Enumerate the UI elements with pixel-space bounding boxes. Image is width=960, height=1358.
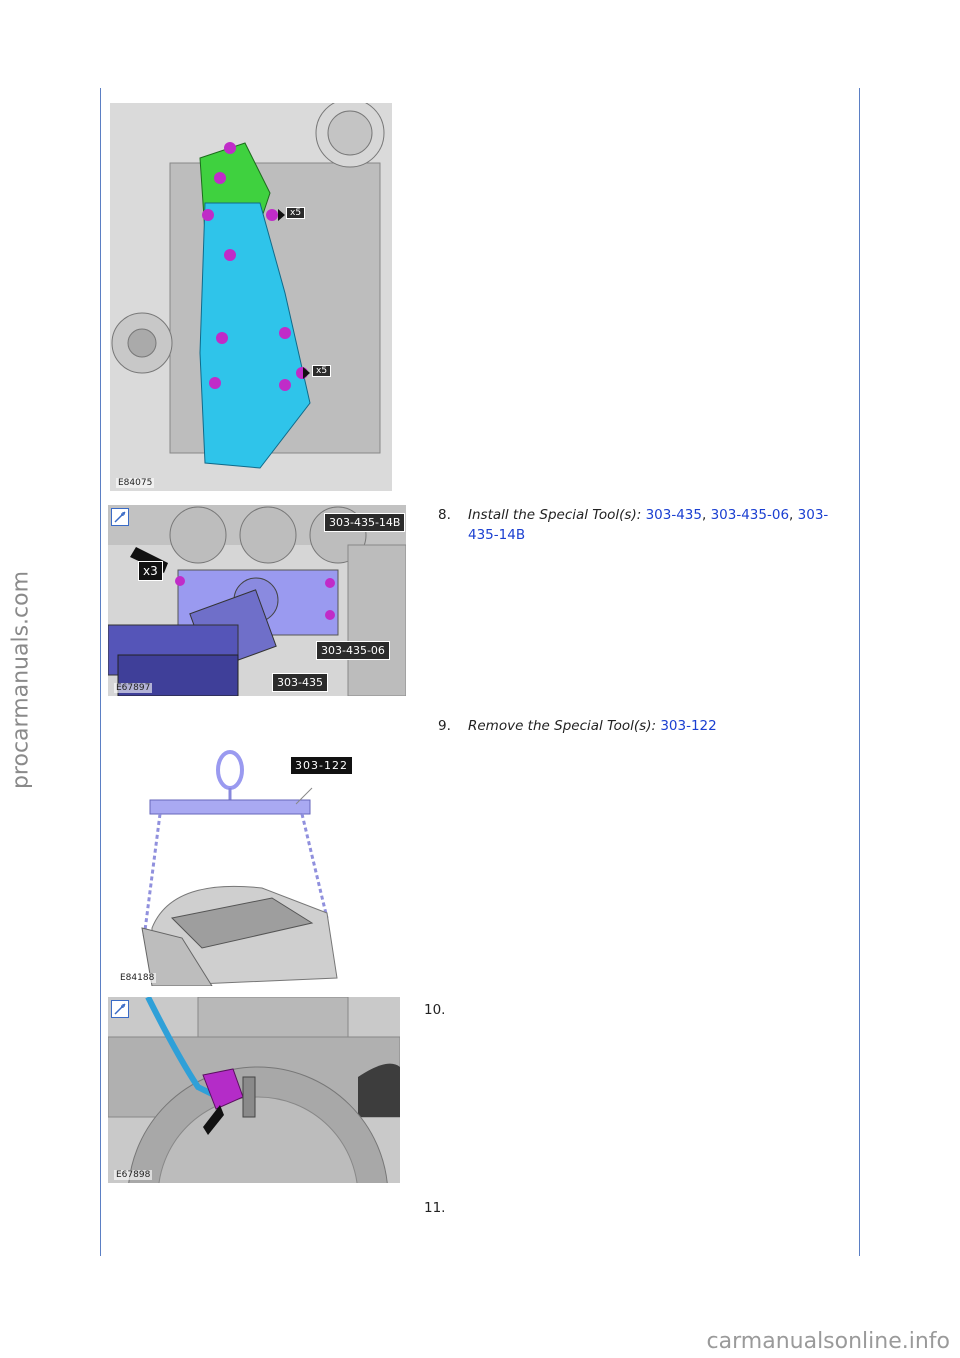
tool-link-303-435-06[interactable]: 303-435-06 (710, 507, 790, 523)
figure-special-tools-illustration (108, 505, 406, 696)
left-margin-rule (100, 88, 101, 1256)
step-number: 10. (424, 1002, 446, 1018)
right-margin-rule (859, 88, 860, 1256)
footer-watermark: carmanualsonline.info (706, 1329, 950, 1354)
tool-link-303-122[interactable]: 303-122 (660, 718, 717, 734)
figure-id: E84075 (118, 478, 153, 488)
callout-303-435: 303-435 (272, 673, 328, 692)
callout-303-435-14b: 303-435-14B (324, 513, 405, 532)
figure-id: E67898 (116, 1170, 151, 1180)
figure-lifting-bracket-illustration (112, 748, 358, 986)
step-label: Install the Special Tool(s): (468, 507, 642, 523)
figure-engine-brackets (110, 103, 392, 491)
figure-id: E67897 (116, 683, 151, 693)
figure-sensor-connector (108, 997, 400, 1183)
step-number: 8. (438, 507, 451, 523)
zoom-icon[interactable] (111, 508, 129, 526)
step-number: 9. (438, 718, 451, 734)
step-number: 11. (424, 1200, 446, 1216)
figure-engine-brackets-illustration (110, 103, 392, 491)
side-watermark (6, 560, 36, 800)
side-watermark-text: procarmanuals.com (8, 570, 34, 790)
callout-x5-bottom: x5 (312, 365, 331, 377)
callout-303-435-06: 303-435-06 (316, 641, 390, 660)
callout-x3: x3 (138, 561, 163, 581)
tool-link-303-435-14b[interactable]: 303-435-14B (468, 507, 829, 543)
callout-303-122: 303-122 (290, 756, 353, 775)
figure-special-tools-install (108, 505, 406, 696)
figure-sensor-connector-illustration (108, 997, 400, 1183)
figure-lifting-bracket (112, 748, 358, 986)
figure-id: E84188 (120, 973, 155, 983)
step-label: Remove the Special Tool(s): (468, 718, 657, 734)
callout-x5-top: x5 (286, 207, 305, 219)
zoom-icon[interactable] (111, 1000, 129, 1018)
tool-link-303-435[interactable]: 303-435 (645, 507, 702, 523)
